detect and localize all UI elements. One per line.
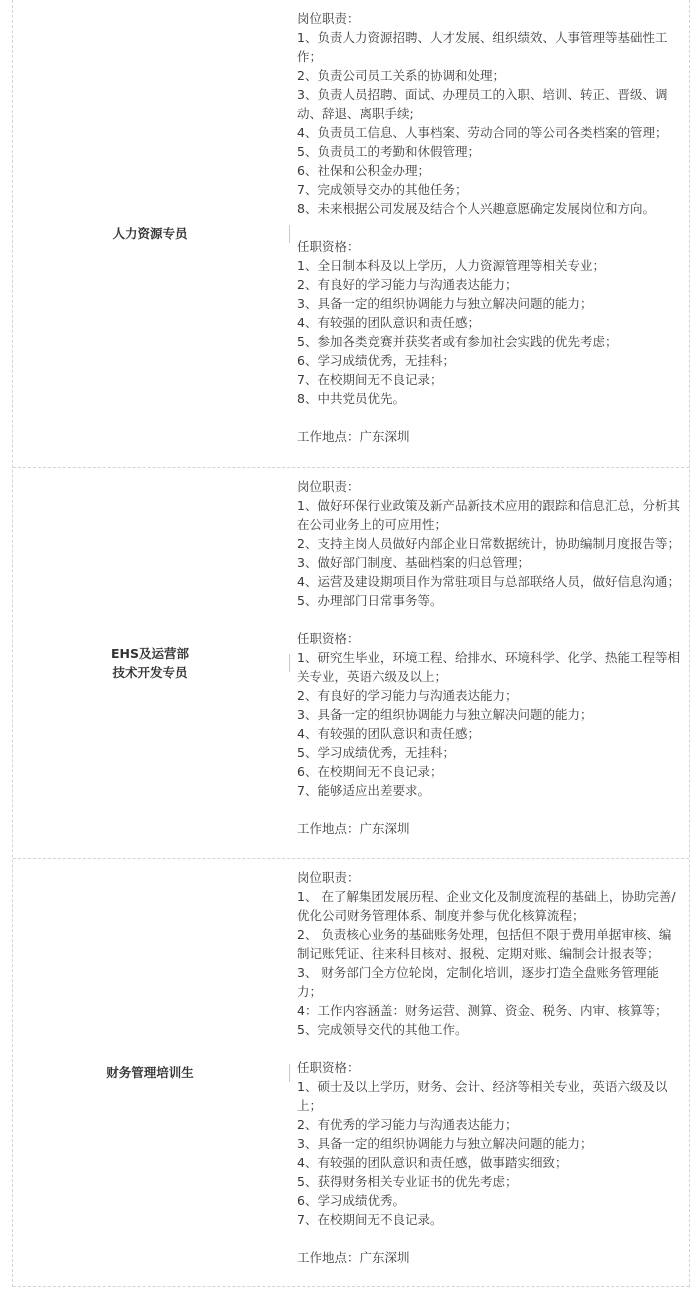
position-title — [13, 859, 287, 1286]
qualification-item: 5、参加各类竞赛并获奖者或有参加社会实践的优先考虑； — [297, 334, 618, 349]
qualification-item: 1、硕士及以上学历，财务、会计、经济等相关专业，英语六级及以上； — [297, 1079, 668, 1113]
work-location: 工作地点：广东深圳 — [297, 1250, 410, 1265]
duties-header: 岗位职责： — [297, 11, 360, 26]
qualification-item: 7、能够适应出差要求。 — [297, 783, 430, 798]
duty-item: 5、完成领导交代的其他工作。 — [297, 1022, 468, 1037]
duties-header: 岗位职责： — [297, 479, 360, 494]
qualification-item: 4、有较强的团队意识和责任感； — [297, 726, 480, 741]
duty-item: 5、负责员工的考勤和休假管理； — [297, 144, 480, 159]
qualification-item: 7、在校期间无不良记录。 — [297, 1212, 443, 1227]
duty-item: 4、运营及建设期项目作为常驻项目与总部联络人员，做好信息沟通； — [297, 574, 680, 589]
qualification-item: 3、具备一定的组织协调能力与独立解决问题的能力； — [297, 707, 593, 722]
position-description — [287, 468, 689, 858]
duty-item: 1、做好环保行业政策及新产品新技术应用的跟踪和信息汇总，分析其在公司业务上的可应用性； — [297, 498, 680, 532]
column-divider — [289, 1064, 290, 1082]
qualification-item: 2、有优秀的学习能力与沟通表达能力； — [297, 1117, 518, 1132]
qualification-item: 5、学习成绩优秀，无挂科； — [297, 745, 455, 760]
position-row-hr-specialist — [13, 0, 689, 468]
qualifications-header: 任职资格： — [297, 1060, 360, 1075]
work-location: 工作地点：广东深圳 — [297, 821, 410, 836]
position-title-line: EHS及运营部 — [110, 646, 189, 661]
position-title-line: 技术开发专员 — [112, 665, 188, 680]
duty-item: 8、未来根据公司发展及结合个人兴趣意愿确定发展岗位和方向。 — [297, 201, 655, 216]
qualifications-header: 任职资格： — [297, 239, 360, 254]
qualification-item: 6、学习成绩优秀。 — [297, 1193, 405, 1208]
qualification-item: 4、有较强的团队意识和责任感，做事踏实细致； — [297, 1155, 568, 1170]
position-description — [287, 859, 689, 1286]
duty-item: 2、 负责核心业务的基础账务处理，包括但不限于费用单据审核、编制记账凭证、往来科目核对、报税、定期对账、编制会计报表等； — [297, 927, 672, 961]
duty-item: 7、完成领导交办的其他任务； — [297, 182, 468, 197]
column-divider — [289, 225, 290, 243]
duty-item: 3、负责人员招聘、面试、办理员工的入职、培训、转正、晋级、调动、辞退、离职手续; — [297, 87, 668, 121]
positions-table — [12, 0, 690, 1287]
qualifications-header: 任职资格： — [297, 631, 360, 646]
qualification-item: 2、有良好的学习能力与沟通表达能力； — [297, 277, 518, 292]
duties-header: 岗位职责： — [297, 870, 360, 885]
qualification-item: 8、中共党员优先。 — [297, 391, 405, 406]
duty-item: 2、负责公司员工关系的协调和处理； — [297, 68, 505, 83]
duty-item: 3、 财务部门全方位轮岗，定制化培训，逐步打造全盘账务管理能力； — [297, 965, 659, 999]
position-title-line: 人力资源专员 — [112, 226, 188, 241]
position-title — [13, 0, 287, 467]
qualification-item: 6、学习成绩优秀，无挂科； — [297, 353, 455, 368]
duty-item: 2、支持主岗人员做好内部企业日常数据统计，协助编制月度报告等； — [297, 536, 680, 551]
duty-item: 6、社保和公积金办理； — [297, 163, 430, 178]
duty-item: 4：工作内容涵盖：财务运营、测算、资金、税务、内审、核算等； — [297, 1003, 668, 1018]
duty-item: 4、负责员工信息、人事档案、劳动合同的等公司各类档案的管理； — [297, 125, 668, 140]
duty-item: 5、办理部门日常事务等。 — [297, 593, 443, 608]
position-title-line: 财务管理培训生 — [106, 1065, 194, 1080]
position-title — [13, 468, 287, 858]
qualification-item: 2、有良好的学习能力与沟通表达能力； — [297, 688, 518, 703]
qualification-item: 6、在校期间无不良记录； — [297, 764, 443, 779]
duty-item: 1、负责人力资源招聘、人才发展、组织绩效、人事管理等基础性工作； — [297, 30, 668, 64]
qualification-item: 5、获得财务相关专业证书的优先考虑； — [297, 1174, 518, 1189]
qualification-item: 3、具备一定的组织协调能力与独立解决问题的能力； — [297, 1136, 593, 1151]
qualification-item: 1、研究生毕业，环境工程、给排水、环境科学、化学、热能工程等相关专业，英语六级及以上； — [297, 650, 680, 684]
column-divider — [289, 654, 290, 672]
work-location: 工作地点：广东深圳 — [297, 429, 410, 444]
qualification-item: 7、在校期间无不良记录； — [297, 372, 443, 387]
position-row-finance-trainee — [13, 859, 689, 1287]
position-description — [287, 0, 689, 467]
qualification-item: 3、具备一定的组织协调能力与独立解决问题的能力； — [297, 296, 593, 311]
duty-item: 3、做好部门制度、基础档案的归总管理； — [297, 555, 530, 570]
qualification-item: 4、有较强的团队意识和责任感； — [297, 315, 480, 330]
duty-item: 1、 在了解集团发展历程、企业文化及制度流程的基础上，协助完善/优化公司财务管理体系、制度并参与优化核算流程； — [297, 889, 676, 923]
qualification-item: 1、全日制本科及以上学历，人力资源管理等相关专业； — [297, 258, 605, 273]
position-row-ehs-specialist — [13, 468, 689, 859]
